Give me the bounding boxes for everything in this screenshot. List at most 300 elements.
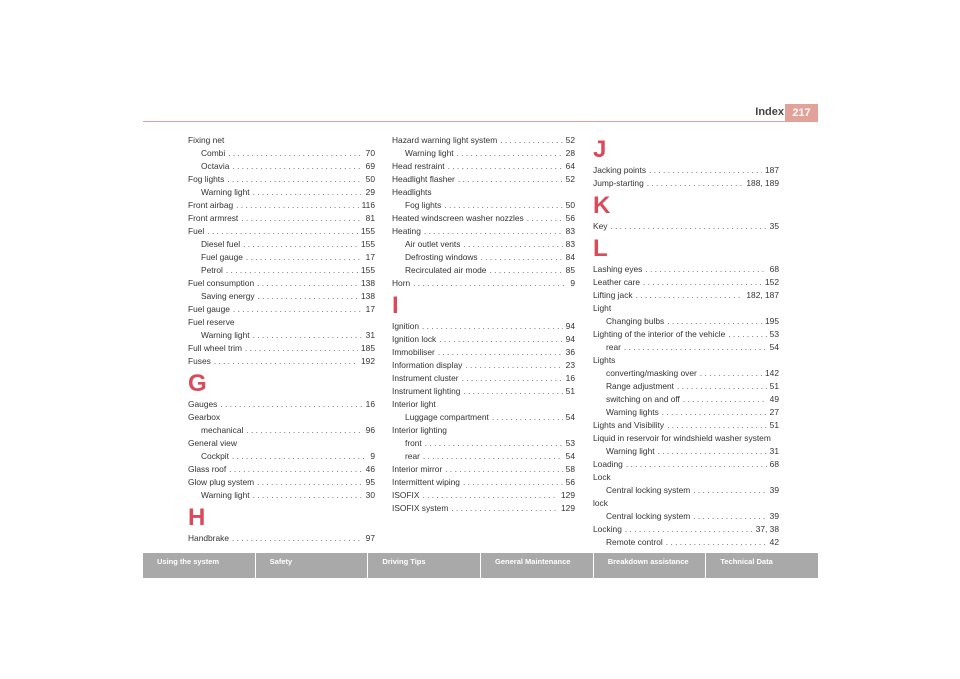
index-entry <box>593 164 779 177</box>
entry-term: Petrol <box>201 265 223 275</box>
entry-page[interactable]: 31 <box>769 446 779 456</box>
entry-page[interactable]: 51 <box>565 386 575 396</box>
entry-page[interactable]: 192 <box>361 356 375 366</box>
dot-leader <box>728 328 766 341</box>
entry-page[interactable]: 35 <box>769 221 779 231</box>
entry-page[interactable]: 155 <box>361 239 375 249</box>
entry-term: Lifting jack <box>593 290 633 300</box>
entry-page[interactable]: 50 <box>365 174 375 184</box>
entry-page[interactable]: 70 <box>365 148 375 158</box>
entry-term: Locking <box>593 524 622 534</box>
entry-page[interactable]: 129 <box>561 490 575 500</box>
entry-page[interactable]: 42 <box>769 537 779 547</box>
entry-page[interactable]: 16 <box>565 373 575 383</box>
dot-leader <box>636 289 744 302</box>
dot-leader <box>258 290 358 303</box>
dot-leader <box>527 212 563 225</box>
dot-leader <box>253 329 363 342</box>
index-entry <box>188 303 375 316</box>
page-number: 217 <box>792 107 811 119</box>
entry-term: Interior mirror <box>392 464 443 474</box>
entry-page[interactable]: 116 <box>361 200 375 210</box>
entry-page[interactable]: 185 <box>361 343 375 353</box>
dot-leader <box>457 147 563 160</box>
entry-term: Jump-starting <box>593 178 644 188</box>
entry-page[interactable]: 182, 187 <box>746 290 779 300</box>
index-column-2 <box>392 134 575 515</box>
index-entry <box>392 186 575 199</box>
entry-page[interactable]: 39 <box>769 485 779 495</box>
entry-page[interactable]: 50 <box>565 200 575 210</box>
entry-page[interactable]: 58 <box>565 464 575 474</box>
entry-page[interactable]: 54 <box>565 412 575 422</box>
entry-page[interactable]: 187 <box>765 165 779 175</box>
dot-leader <box>233 303 363 316</box>
entry-term: mechanical <box>201 425 244 435</box>
dot-leader <box>463 385 562 398</box>
entry-term: Warning light <box>606 446 655 456</box>
entry-term: Lights <box>593 355 616 365</box>
entry-page[interactable]: 81 <box>365 213 375 223</box>
index-entry <box>593 276 779 289</box>
dot-leader <box>257 476 363 489</box>
index-subentry <box>188 264 375 277</box>
dot-leader <box>626 458 767 471</box>
entry-page[interactable]: 94 <box>565 334 575 344</box>
dot-leader <box>423 450 563 463</box>
entry-page[interactable]: 83 <box>565 226 575 236</box>
index-entry <box>188 316 375 329</box>
entry-page[interactable]: 56 <box>565 213 575 223</box>
index-entry <box>593 497 779 510</box>
entry-page[interactable]: 52 <box>565 174 575 184</box>
section-letter: K <box>593 192 611 219</box>
dot-leader <box>463 238 562 251</box>
entry-term: Lock <box>593 472 611 482</box>
entry-page[interactable]: 138 <box>361 291 375 301</box>
dot-leader <box>229 463 363 476</box>
entry-term: ISOFIX system <box>392 503 449 513</box>
dot-leader <box>667 315 762 328</box>
index-subentry <box>188 329 375 342</box>
index-entry <box>392 372 575 385</box>
index-entry <box>593 328 779 341</box>
dot-leader <box>666 536 767 549</box>
index-entry <box>188 199 375 212</box>
entry-page[interactable]: 64 <box>565 161 575 171</box>
entry-term: Headlight flasher <box>392 174 455 184</box>
entry-term: Saving energy <box>201 291 255 301</box>
index-column-3 <box>593 134 779 549</box>
entry-page[interactable]: 17 <box>365 252 375 262</box>
dot-leader <box>236 199 358 212</box>
entry-term: Fog lights <box>405 200 442 210</box>
dot-leader <box>625 523 753 536</box>
dot-leader <box>489 264 562 277</box>
page-title: Index <box>755 106 784 118</box>
tab-safety[interactable]: Safety <box>256 553 369 578</box>
entry-term: Intermittent wiping <box>392 477 460 487</box>
index-entry <box>593 289 779 302</box>
entry-term: Handbrake <box>188 533 229 543</box>
dot-leader <box>246 424 362 437</box>
index-entry <box>392 424 575 437</box>
index-entry <box>392 333 575 346</box>
index-entry <box>188 173 375 186</box>
index-entry <box>188 398 375 411</box>
entry-term: Fuel gauge <box>188 304 230 314</box>
entry-term: ISOFIX <box>392 490 420 500</box>
tab-using-the-system[interactable]: Using the system <box>143 553 256 578</box>
tab-breakdown-assistance[interactable]: Breakdown assistance <box>594 553 707 578</box>
index-entry <box>392 212 575 225</box>
entry-term: Warning light <box>405 148 454 158</box>
entry-page[interactable]: 49 <box>769 394 779 404</box>
tab-general-maintenance[interactable]: General Maintenance <box>481 553 594 578</box>
entry-page[interactable]: 96 <box>365 425 375 435</box>
dot-leader <box>245 342 358 355</box>
entry-term: converting/masking over <box>606 368 697 378</box>
entry-page[interactable]: 28 <box>565 148 575 158</box>
dot-leader <box>422 489 558 502</box>
index-subentry <box>188 290 375 303</box>
dot-leader <box>658 445 767 458</box>
index-entry <box>593 419 779 432</box>
index-subentry <box>188 147 375 160</box>
entry-term: Warning light <box>201 187 250 197</box>
entry-term: Luggage compartment <box>405 412 489 422</box>
entry-page[interactable]: 155 <box>361 226 375 236</box>
index-entry <box>392 173 575 186</box>
entry-term: Warning lights <box>606 407 659 417</box>
entry-term: Lashing eyes <box>593 264 643 274</box>
page-header <box>0 104 960 122</box>
entry-page[interactable]: 155 <box>361 265 375 275</box>
index-entry <box>392 346 575 359</box>
entry-term: rear <box>606 342 621 352</box>
section-letter: I <box>392 292 399 319</box>
index-entry <box>392 398 575 411</box>
entry-page[interactable]: 188, 189 <box>746 178 779 188</box>
header-rule <box>143 121 818 122</box>
index-entry <box>188 342 375 355</box>
dot-leader <box>667 419 767 432</box>
index-subentry <box>593 510 779 523</box>
dot-leader <box>214 355 358 368</box>
entry-term: Remote control <box>606 537 663 547</box>
entry-term: Information display <box>392 360 463 370</box>
section-letter: G <box>188 370 207 397</box>
entry-term: switching on and off <box>606 394 680 404</box>
dot-leader <box>624 341 767 354</box>
dot-leader <box>445 463 562 476</box>
dot-leader <box>424 225 563 238</box>
entry-page[interactable]: 95 <box>365 477 375 487</box>
index-entry <box>392 476 575 489</box>
dot-leader <box>645 263 766 276</box>
entry-page[interactable]: 94 <box>565 321 575 331</box>
entry-term: Horn <box>392 278 411 288</box>
dot-leader <box>207 225 358 238</box>
page-number-badge <box>785 104 818 122</box>
entry-page[interactable]: 9 <box>370 451 375 461</box>
entry-term: Fuel consumption <box>188 278 255 288</box>
entry-term: Glow plug system <box>188 477 255 487</box>
dot-leader <box>227 173 362 186</box>
entry-term: front <box>405 438 422 448</box>
dot-leader <box>444 199 562 212</box>
entry-term: Headlights <box>392 187 432 197</box>
dot-leader <box>438 346 563 359</box>
entry-page[interactable]: 53 <box>565 438 575 448</box>
dot-leader <box>425 437 563 450</box>
entry-term: Range adjustment <box>606 381 674 391</box>
index-entry <box>593 177 779 190</box>
entry-term: Front armrest <box>188 213 239 223</box>
entry-term: Diesel fuel <box>201 239 241 249</box>
dot-leader <box>439 333 562 346</box>
dot-leader <box>253 489 363 502</box>
entry-term: Interior light <box>392 399 436 409</box>
entry-page[interactable]: 29 <box>365 187 375 197</box>
entry-page[interactable]: 152 <box>765 277 779 287</box>
entry-term: Liquid in reservoir for windshield washer system <box>593 433 771 443</box>
entry-page[interactable]: 27 <box>769 407 779 417</box>
index-subentry <box>392 147 575 160</box>
dot-leader <box>462 372 563 385</box>
entry-page[interactable]: 85 <box>565 265 575 275</box>
index-subentry <box>188 450 375 463</box>
entry-term: Fixing net <box>188 135 225 145</box>
entry-term: Gauges <box>188 399 218 409</box>
index-entry <box>188 134 375 147</box>
entry-page[interactable]: 51 <box>769 381 779 391</box>
entry-term: Warning light <box>201 330 250 340</box>
index-subentry <box>593 484 779 497</box>
index-subentry <box>593 406 779 419</box>
index-entry <box>188 532 375 545</box>
entry-page[interactable]: 83 <box>565 239 575 249</box>
entry-term: Defrosting windows <box>405 252 478 262</box>
index-entry <box>188 411 375 424</box>
index-entry <box>392 320 575 333</box>
index-entry <box>392 502 575 515</box>
index-subentry <box>593 445 779 458</box>
index-subentry <box>188 424 375 437</box>
index-column-1 <box>188 134 375 545</box>
index-entry <box>188 355 375 368</box>
entry-term: Central locking system <box>606 485 691 495</box>
index-entry <box>593 263 779 276</box>
entry-term: rear <box>405 451 420 461</box>
entry-term: Instrument cluster <box>392 373 459 383</box>
index-subentry <box>392 450 575 463</box>
entry-term: Changing bulbs <box>606 316 665 326</box>
dot-leader <box>228 147 362 160</box>
entry-term: General view <box>188 438 237 448</box>
entry-page[interactable]: 17 <box>365 304 375 314</box>
entry-term: Interior lighting <box>392 425 447 435</box>
entry-term: Light <box>593 303 612 313</box>
dot-leader <box>413 277 567 290</box>
dot-leader <box>253 186 363 199</box>
section-letter: J <box>593 136 607 163</box>
entry-page[interactable]: 31 <box>365 330 375 340</box>
dot-leader <box>257 277 358 290</box>
index-entry <box>392 385 575 398</box>
index-entry <box>392 277 575 290</box>
dot-leader <box>451 502 558 515</box>
dot-leader <box>241 212 362 225</box>
dot-leader <box>693 510 766 523</box>
index-entry <box>593 458 779 471</box>
section-tabs <box>143 553 818 578</box>
entry-page[interactable]: 56 <box>565 477 575 487</box>
entry-term: Heated windscreen washer nozzles <box>392 213 524 223</box>
index-entry <box>188 212 375 225</box>
index-subentry <box>188 186 375 199</box>
entry-term: Leather care <box>593 277 641 287</box>
index-subentry <box>392 264 575 277</box>
entry-page[interactable]: 51 <box>769 420 779 430</box>
tab-technical-data[interactable]: Technical Data <box>706 553 818 578</box>
index-entry <box>188 277 375 290</box>
entry-page[interactable]: 68 <box>769 459 779 469</box>
index-subentry <box>593 393 779 406</box>
entry-page[interactable]: 54 <box>565 451 575 461</box>
entry-page[interactable]: 39 <box>769 511 779 521</box>
entry-page[interactable]: 138 <box>361 278 375 288</box>
entry-term: Instrument lighting <box>392 386 461 396</box>
entry-term: Recirculated air mode <box>405 265 487 275</box>
dot-leader <box>481 251 563 264</box>
index-subentry <box>392 238 575 251</box>
entry-term: Air outlet vents <box>405 239 461 249</box>
entry-term: Warning light <box>201 490 250 500</box>
entry-page[interactable]: 53 <box>769 329 779 339</box>
index-subentry <box>392 411 575 424</box>
entry-term: Fuel reserve <box>188 317 235 327</box>
entry-page[interactable]: 97 <box>365 533 375 543</box>
index-entry <box>188 463 375 476</box>
entry-page[interactable]: 46 <box>365 464 375 474</box>
index-subentry <box>392 251 575 264</box>
entry-term: Lighting of the interior of the vehicle <box>593 329 726 339</box>
index-entry <box>392 463 575 476</box>
index-subentry <box>593 341 779 354</box>
index-subentry <box>593 536 779 549</box>
dot-leader <box>226 264 358 277</box>
entry-page[interactable]: 23 <box>565 360 575 370</box>
entry-term: Fuel <box>188 226 205 236</box>
index-entry <box>593 471 779 484</box>
index-subentry <box>188 489 375 502</box>
entry-page[interactable]: 30 <box>365 490 375 500</box>
dot-leader <box>693 484 766 497</box>
dot-leader <box>232 160 362 173</box>
entry-page[interactable]: 142 <box>765 368 779 378</box>
dot-leader <box>463 476 563 489</box>
entry-term: Head restraint <box>392 161 445 171</box>
entry-page[interactable]: 84 <box>565 252 575 262</box>
section-letter: L <box>593 235 608 262</box>
index-entry <box>392 489 575 502</box>
index-subentry <box>392 437 575 450</box>
entry-page[interactable]: 16 <box>365 399 375 409</box>
dot-leader <box>465 359 562 372</box>
entry-term: Ignition lock <box>392 334 437 344</box>
dot-leader <box>422 320 563 333</box>
dot-leader <box>662 406 767 419</box>
entry-term: Heating <box>392 226 421 236</box>
entry-page[interactable]: 69 <box>365 161 375 171</box>
index-entry <box>188 476 375 489</box>
entry-page[interactable]: 37, 38 <box>755 524 779 534</box>
dot-leader <box>677 380 767 393</box>
entry-page[interactable]: 36 <box>565 347 575 357</box>
dot-leader <box>448 160 563 173</box>
dot-leader <box>643 276 762 289</box>
index-entry <box>188 437 375 450</box>
index-subentry <box>188 251 375 264</box>
dot-leader <box>492 411 563 424</box>
entry-term: Loading <box>593 459 623 469</box>
entry-term: Central locking system <box>606 511 691 521</box>
dot-leader <box>500 134 562 147</box>
index-subentry <box>593 380 779 393</box>
entry-term: Lights and Visibility <box>593 420 665 430</box>
index-subentry <box>593 367 779 380</box>
index-entry <box>593 432 779 445</box>
index-entry <box>392 225 575 238</box>
entry-term: Jacking points <box>593 165 647 175</box>
dot-leader <box>220 398 362 411</box>
entry-page[interactable]: 195 <box>765 316 779 326</box>
entry-term: Fog lights <box>188 174 225 184</box>
entry-page[interactable]: 52 <box>565 135 575 145</box>
entry-term: Hazard warning light system <box>392 135 498 145</box>
entry-page[interactable]: 54 <box>769 342 779 352</box>
entry-page[interactable]: 68 <box>769 264 779 274</box>
dot-leader <box>458 173 563 186</box>
entry-term: lock <box>593 498 608 508</box>
index-entry <box>392 359 575 372</box>
entry-term: Gearbox <box>188 412 221 422</box>
entry-page[interactable]: 129 <box>561 503 575 513</box>
entry-page[interactable]: 9 <box>570 278 575 288</box>
index-entry <box>392 134 575 147</box>
entry-term: Front airbag <box>188 200 234 210</box>
dot-leader <box>232 532 363 545</box>
entry-term: Full wheel trim <box>188 343 242 353</box>
entry-term: Octavia <box>201 161 230 171</box>
dot-leader <box>700 367 762 380</box>
index-subentry <box>392 199 575 212</box>
entry-term: Combi <box>201 148 226 158</box>
entry-term: Key <box>593 221 608 231</box>
dot-leader <box>246 251 363 264</box>
dot-leader <box>647 177 744 190</box>
entry-term: Glass roof <box>188 464 227 474</box>
dot-leader <box>232 450 367 463</box>
entry-term: Fuses <box>188 356 211 366</box>
entry-term: Fuel gauge <box>201 252 243 262</box>
index-entry <box>593 302 779 315</box>
index-entry <box>593 220 779 233</box>
tab-driving-tips[interactable]: Driving Tips <box>368 553 481 578</box>
index-entry <box>188 225 375 238</box>
entry-term: Cockpit <box>201 451 229 461</box>
